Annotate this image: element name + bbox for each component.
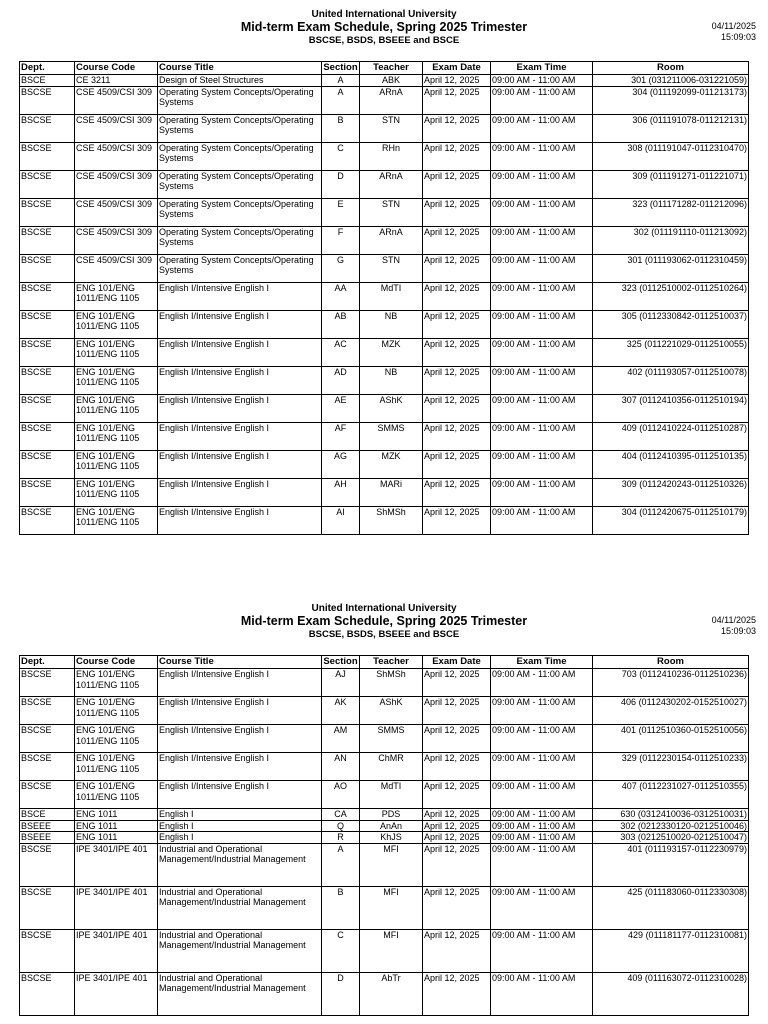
page-header (0, 601, 768, 653)
cell-section: G (322, 254, 360, 282)
cell-section: AF (322, 422, 360, 450)
cell-time: 09:00 AM - 11:00 AM (491, 282, 593, 310)
cell-date: April 12, 2025 (423, 75, 491, 87)
cell-room: 302 (0212330120-0212510046) (593, 820, 749, 832)
cell-title: Operating System Concepts/Operating Systems (158, 114, 322, 142)
cell-teacher: MARi (360, 478, 423, 506)
cell-date: April 12, 2025 (423, 669, 491, 697)
cell-time: 09:00 AM - 11:00 AM (491, 725, 593, 753)
cell-room: 302 (011191110-011213092) (593, 226, 749, 254)
cell-date: April 12, 2025 (423, 820, 491, 832)
column-header: Course Title (158, 62, 322, 75)
cell-room: 406 (0112430202-0152510027) (593, 697, 749, 725)
cell-title: Industrial and Operational Management/Industrial Management (158, 972, 322, 1015)
cell-teacher: PDS (360, 809, 423, 821)
cell-section: AN (322, 753, 360, 781)
cell-section: AJ (322, 669, 360, 697)
cell-teacher: MZK (360, 338, 423, 366)
cell-teacher: MZK (360, 450, 423, 478)
table-row (20, 170, 749, 198)
cell-teacher: AShK (360, 394, 423, 422)
cell-title: Industrial and Operational Management/Industrial Management (158, 886, 322, 929)
print-date: 04/11/2025 (711, 615, 756, 625)
cell-teacher: ShMSh (360, 669, 423, 697)
cell-date: April 12, 2025 (423, 254, 491, 282)
cell-title: Operating System Concepts/Operating Systems (158, 142, 322, 170)
cell-date: April 12, 2025 (423, 394, 491, 422)
cell-date: April 12, 2025 (423, 886, 491, 929)
table-row (20, 86, 749, 114)
cell-teacher: STN (360, 198, 423, 226)
cell-section: A (322, 75, 360, 87)
cell-section: A (322, 86, 360, 114)
column-header: Dept. (20, 62, 75, 75)
cell-code: CSE 4509/CSI 309 (75, 114, 158, 142)
cell-date: April 12, 2025 (423, 310, 491, 338)
cell-title: English I/Intensive English I (158, 450, 322, 478)
cell-room: 304 (0112420675-0112510179) (593, 506, 749, 534)
cell-code: CSE 4509/CSI 309 (75, 198, 158, 226)
cell-dept: BSCSE (20, 843, 75, 886)
cell-time: 09:00 AM - 11:00 AM (491, 820, 593, 832)
cell-section: AD (322, 366, 360, 394)
cell-time: 09:00 AM - 11:00 AM (491, 506, 593, 534)
cell-time: 09:00 AM - 11:00 AM (491, 753, 593, 781)
cell-date: April 12, 2025 (423, 725, 491, 753)
cell-date: April 12, 2025 (423, 929, 491, 972)
cell-dept: BSEEE (20, 832, 75, 844)
cell-time: 09:00 AM - 11:00 AM (491, 198, 593, 226)
column-header: Teacher (360, 656, 423, 669)
cell-room: 303 (0212510020-0212510047) (593, 832, 749, 844)
cell-time: 09:00 AM - 11:00 AM (491, 75, 593, 87)
table-row (20, 832, 749, 844)
cell-room: 309 (011191271-011221071) (593, 170, 749, 198)
cell-time: 09:00 AM - 11:00 AM (491, 254, 593, 282)
cell-code: ENG 101/ENG 1011/ENG 1105 (75, 422, 158, 450)
cell-code: ENG 101/ENG 1011/ENG 1105 (75, 394, 158, 422)
cell-code: ENG 101/ENG 1011/ENG 1105 (75, 310, 158, 338)
table-row (20, 781, 749, 809)
cell-dept: BSCSE (20, 338, 75, 366)
cell-code: ENG 101/ENG 1011/ENG 1105 (75, 366, 158, 394)
cell-room: 306 (011191078-011212131) (593, 114, 749, 142)
cell-date: April 12, 2025 (423, 226, 491, 254)
cell-code: IPE 3401/IPE 401 (75, 929, 158, 972)
cell-room: 304 (011192099-011213173) (593, 86, 749, 114)
cell-room: 409 (0112410224-0112510287) (593, 422, 749, 450)
cell-title: Industrial and Operational Management/Industrial Management (158, 929, 322, 972)
cell-room: 329 (0112230154-0112510233) (593, 753, 749, 781)
cell-date: April 12, 2025 (423, 781, 491, 809)
column-header: Course Title (158, 656, 322, 669)
cell-room: 323 (011171282-011212096) (593, 198, 749, 226)
cell-time: 09:00 AM - 11:00 AM (491, 669, 593, 697)
cell-teacher: MdTI (360, 781, 423, 809)
table-row (20, 450, 749, 478)
cell-dept: BSCSE (20, 254, 75, 282)
cell-dept: BSCSE (20, 972, 75, 1015)
print-date: 04/11/2025 (711, 21, 756, 31)
cell-dept: BSCSE (20, 86, 75, 114)
cell-title: English I (158, 832, 322, 844)
table-row (20, 142, 749, 170)
cell-section: AE (322, 394, 360, 422)
page-header (0, 7, 768, 59)
cell-date: April 12, 2025 (423, 366, 491, 394)
table-row (20, 506, 749, 534)
cell-code: IPE 3401/IPE 401 (75, 886, 158, 929)
cell-room: 409 (011163072-0112310028) (593, 972, 749, 1015)
cell-code: ENG 101/ENG 1011/ENG 1105 (75, 697, 158, 725)
cell-date: April 12, 2025 (423, 338, 491, 366)
table-row (20, 972, 749, 1015)
print-timestamp (712, 21, 756, 43)
cell-section: F (322, 226, 360, 254)
cell-date: April 12, 2025 (423, 282, 491, 310)
cell-room: 323 (0112510002-0112510264) (593, 282, 749, 310)
cell-time: 09:00 AM - 11:00 AM (491, 366, 593, 394)
column-header: Teacher (360, 62, 423, 75)
cell-title: Industrial and Operational Management/Industrial Management (158, 843, 322, 886)
table-row (20, 254, 749, 282)
cell-title: Operating System Concepts/Operating Systems (158, 226, 322, 254)
cell-title: English I/Intensive English I (158, 725, 322, 753)
cell-teacher: ChMR (360, 753, 423, 781)
column-header: Course Code (75, 62, 158, 75)
cell-title: English I/Intensive English I (158, 669, 322, 697)
cell-room: 325 (011221029-0112510055) (593, 338, 749, 366)
table-row (20, 669, 749, 697)
cell-dept: BSCSE (20, 170, 75, 198)
cell-room: 308 (011191047-0112310470) (593, 142, 749, 170)
cell-title: English I/Intensive English I (158, 506, 322, 534)
table-row (20, 478, 749, 506)
cell-date: April 12, 2025 (423, 506, 491, 534)
cell-title: English I (158, 809, 322, 821)
cell-code: ENG 101/ENG 1011/ENG 1105 (75, 781, 158, 809)
cell-section: R (322, 832, 360, 844)
cell-teacher: NB (360, 310, 423, 338)
cell-section: AH (322, 478, 360, 506)
cell-dept: BSCSE (20, 506, 75, 534)
cell-teacher: ARnA (360, 226, 423, 254)
exam-schedule-table (19, 61, 749, 535)
cell-dept: BSCSE (20, 282, 75, 310)
cell-title: English I/Intensive English I (158, 753, 322, 781)
cell-teacher: ShMSh (360, 506, 423, 534)
table-row (20, 886, 749, 929)
column-header: Exam Time (491, 656, 593, 669)
cell-section: C (322, 929, 360, 972)
cell-time: 09:00 AM - 11:00 AM (491, 114, 593, 142)
cell-dept: BSCSE (20, 422, 75, 450)
cell-teacher: ABK (360, 75, 423, 87)
cell-dept: BSCSE (20, 310, 75, 338)
cell-title: English I/Intensive English I (158, 366, 322, 394)
cell-section: AI (322, 506, 360, 534)
cell-dept: BSCSE (20, 725, 75, 753)
table-row (20, 809, 749, 821)
cell-title: Operating System Concepts/Operating Systems (158, 170, 322, 198)
cell-dept: BSCSE (20, 929, 75, 972)
exam-schedule-table (19, 655, 749, 1016)
table-header-row (20, 62, 749, 75)
cell-code: CSE 4509/CSI 309 (75, 226, 158, 254)
table-row (20, 338, 749, 366)
table-row (20, 310, 749, 338)
cell-dept: BSCSE (20, 226, 75, 254)
cell-date: April 12, 2025 (423, 198, 491, 226)
print-time: 15:09:03 (720, 32, 756, 42)
table-row (20, 282, 749, 310)
cell-room: 309 (0112420243-0112510326) (593, 478, 749, 506)
column-header: Dept. (20, 656, 75, 669)
cell-teacher: AnAn (360, 820, 423, 832)
cell-title: Operating System Concepts/Operating Systems (158, 198, 322, 226)
cell-section: Q (322, 820, 360, 832)
page-subtitle: BSCSE, BSDS, BSEEE and BSCE (308, 35, 460, 46)
cell-code: ENG 1011 (75, 809, 158, 821)
table-row (20, 226, 749, 254)
cell-teacher: MFI (360, 843, 423, 886)
cell-code: ENG 101/ENG 1011/ENG 1105 (75, 338, 158, 366)
column-header: Room (593, 656, 749, 669)
cell-room: 401 (011193157-0112230979) (593, 843, 749, 886)
cell-code: CSE 4509/CSI 309 (75, 142, 158, 170)
cell-title: Operating System Concepts/Operating Systems (158, 254, 322, 282)
cell-time: 09:00 AM - 11:00 AM (491, 809, 593, 821)
cell-section: AG (322, 450, 360, 478)
cell-dept: BSCSE (20, 697, 75, 725)
cell-date: April 12, 2025 (423, 843, 491, 886)
cell-time: 09:00 AM - 11:00 AM (491, 478, 593, 506)
cell-time: 09:00 AM - 11:00 AM (491, 450, 593, 478)
cell-time: 09:00 AM - 11:00 AM (491, 394, 593, 422)
table-row (20, 394, 749, 422)
cell-teacher: SMMS (360, 725, 423, 753)
cell-teacher: KhJS (360, 832, 423, 844)
cell-time: 09:00 AM - 11:00 AM (491, 170, 593, 198)
cell-time: 09:00 AM - 11:00 AM (491, 310, 593, 338)
cell-teacher: STN (360, 254, 423, 282)
table-row (20, 422, 749, 450)
cell-room: 425 (011183060-0112330308) (593, 886, 749, 929)
cell-teacher: AShK (360, 697, 423, 725)
cell-teacher: ARnA (360, 86, 423, 114)
cell-time: 09:00 AM - 11:00 AM (491, 972, 593, 1015)
cell-room: 407 (0112231027-0112510355) (593, 781, 749, 809)
cell-room: 307 (0112410356-0112510194) (593, 394, 749, 422)
column-header: Exam Date (423, 62, 491, 75)
cell-time: 09:00 AM - 11:00 AM (491, 832, 593, 844)
table-row (20, 114, 749, 142)
cell-room: 401 (0112510360-0152510056) (593, 725, 749, 753)
cell-title: English I/Intensive English I (158, 310, 322, 338)
cell-code: IPE 3401/IPE 401 (75, 972, 158, 1015)
cell-section: D (322, 972, 360, 1015)
cell-title: Operating System Concepts/Operating Systems (158, 86, 322, 114)
cell-code: ENG 101/ENG 1011/ENG 1105 (75, 478, 158, 506)
cell-dept: BSCSE (20, 669, 75, 697)
cell-section: E (322, 198, 360, 226)
cell-code: ENG 1011 (75, 820, 158, 832)
column-header: Room (593, 62, 749, 75)
table-row (20, 725, 749, 753)
cell-time: 09:00 AM - 11:00 AM (491, 886, 593, 929)
cell-title: English I/Intensive English I (158, 697, 322, 725)
cell-date: April 12, 2025 (423, 809, 491, 821)
cell-time: 09:00 AM - 11:00 AM (491, 86, 593, 114)
cell-dept: BSCSE (20, 478, 75, 506)
cell-dept: BSCSE (20, 142, 75, 170)
print-time: 15:09:03 (720, 626, 756, 636)
cell-teacher: RHn (360, 142, 423, 170)
page-title: Mid-term Exam Schedule, Spring 2025 Trimester (240, 20, 528, 34)
page-title: Mid-term Exam Schedule, Spring 2025 Trimester (240, 614, 528, 628)
cell-room: 630 (0312410036-0312510031) (593, 809, 749, 821)
table-row (20, 198, 749, 226)
cell-dept: BSEEE (20, 820, 75, 832)
cell-title: English I (158, 820, 322, 832)
cell-room: 429 (011181177-0112310081) (593, 929, 749, 972)
cell-title: English I/Intensive English I (158, 781, 322, 809)
cell-title: English I/Intensive English I (158, 478, 322, 506)
page-subtitle: BSCSE, BSDS, BSEEE and BSCE (308, 629, 460, 640)
cell-section: B (322, 886, 360, 929)
cell-section: AO (322, 781, 360, 809)
cell-date: April 12, 2025 (423, 142, 491, 170)
cell-teacher: ARnA (360, 170, 423, 198)
cell-time: 09:00 AM - 11:00 AM (491, 697, 593, 725)
cell-code: CSE 4509/CSI 309 (75, 170, 158, 198)
schedule-page (0, 601, 768, 993)
cell-dept: BSCSE (20, 886, 75, 929)
cell-section: C (322, 142, 360, 170)
cell-code: ENG 101/ENG 1011/ENG 1105 (75, 725, 158, 753)
cell-time: 09:00 AM - 11:00 AM (491, 781, 593, 809)
cell-code: ENG 101/ENG 1011/ENG 1105 (75, 506, 158, 534)
table-row (20, 366, 749, 394)
cell-section: B (322, 114, 360, 142)
cell-date: April 12, 2025 (423, 86, 491, 114)
university-name: United International University (311, 603, 457, 614)
schedule-page (0, 7, 768, 527)
cell-section: AA (322, 282, 360, 310)
column-header: Course Code (75, 656, 158, 669)
cell-dept: BSCE (20, 75, 75, 87)
table-row (20, 753, 749, 781)
table-row (20, 929, 749, 972)
cell-code: ENG 101/ENG 1011/ENG 1105 (75, 450, 158, 478)
cell-date: April 12, 2025 (423, 753, 491, 781)
cell-date: April 12, 2025 (423, 697, 491, 725)
cell-teacher: MFI (360, 929, 423, 972)
cell-dept: BSCE (20, 809, 75, 821)
cell-code: ENG 101/ENG 1011/ENG 1105 (75, 669, 158, 697)
cell-date: April 12, 2025 (423, 478, 491, 506)
cell-dept: BSCSE (20, 781, 75, 809)
cell-teacher: AbTr (360, 972, 423, 1015)
cell-code: CSE 4509/CSI 309 (75, 254, 158, 282)
cell-time: 09:00 AM - 11:00 AM (491, 843, 593, 886)
cell-teacher: STN (360, 114, 423, 142)
cell-dept: BSCSE (20, 450, 75, 478)
cell-dept: BSCSE (20, 394, 75, 422)
cell-dept: BSCSE (20, 198, 75, 226)
cell-time: 09:00 AM - 11:00 AM (491, 422, 593, 450)
table-row (20, 697, 749, 725)
cell-teacher: MFI (360, 886, 423, 929)
cell-date: April 12, 2025 (423, 170, 491, 198)
cell-room: 703 (0112410236-0112510236) (593, 669, 749, 697)
table-row (20, 820, 749, 832)
table-header-row (20, 656, 749, 669)
cell-room: 305 (0112330842-0112510037) (593, 310, 749, 338)
cell-date: April 12, 2025 (423, 114, 491, 142)
cell-section: A (322, 843, 360, 886)
cell-code: ENG 101/ENG 1011/ENG 1105 (75, 282, 158, 310)
column-header: Section (323, 62, 358, 73)
cell-code: ENG 101/ENG 1011/ENG 1105 (75, 753, 158, 781)
cell-code: CE 3211 (75, 75, 158, 87)
table-row (20, 843, 749, 886)
cell-room: 402 (011193057-0112510078) (593, 366, 749, 394)
cell-title: English I/Intensive English I (158, 422, 322, 450)
cell-title: English I/Intensive English I (158, 394, 322, 422)
cell-date: April 12, 2025 (423, 422, 491, 450)
cell-section: CA (322, 809, 360, 821)
cell-date: April 12, 2025 (423, 832, 491, 844)
cell-room: 301 (031211006-031221059) (593, 75, 749, 87)
cell-teacher: MdTI (360, 282, 423, 310)
cell-time: 09:00 AM - 11:00 AM (491, 338, 593, 366)
cell-section: AB (322, 310, 360, 338)
cell-dept: BSCSE (20, 753, 75, 781)
cell-room: 404 (0112410395-0112510135) (593, 450, 749, 478)
cell-dept: BSCSE (20, 366, 75, 394)
column-header: Exam Date (423, 656, 491, 669)
cell-dept: BSCSE (20, 114, 75, 142)
cell-section: D (322, 170, 360, 198)
cell-title: English I/Intensive English I (158, 338, 322, 366)
column-header: Exam Time (491, 62, 593, 75)
cell-section: AM (322, 725, 360, 753)
cell-section: AC (322, 338, 360, 366)
table-row (20, 75, 749, 87)
university-name: United International University (311, 9, 457, 20)
cell-time: 09:00 AM - 11:00 AM (491, 929, 593, 972)
cell-section: AK (322, 697, 360, 725)
cell-title: English I/Intensive English I (158, 282, 322, 310)
cell-code: CSE 4509/CSI 309 (75, 86, 158, 114)
print-timestamp (712, 615, 756, 637)
cell-date: April 12, 2025 (423, 972, 491, 1015)
cell-time: 09:00 AM - 11:00 AM (491, 226, 593, 254)
cell-date: April 12, 2025 (423, 450, 491, 478)
cell-teacher: SMMS (360, 422, 423, 450)
cell-code: ENG 1011 (75, 832, 158, 844)
cell-code: IPE 3401/IPE 401 (75, 843, 158, 886)
cell-room: 301 (011193062-0112310459) (593, 254, 749, 282)
cell-time: 09:00 AM - 11:00 AM (491, 142, 593, 170)
cell-teacher: NB (360, 366, 423, 394)
cell-title: Design of Steel Structures (158, 75, 322, 87)
column-header: Section (323, 656, 358, 667)
